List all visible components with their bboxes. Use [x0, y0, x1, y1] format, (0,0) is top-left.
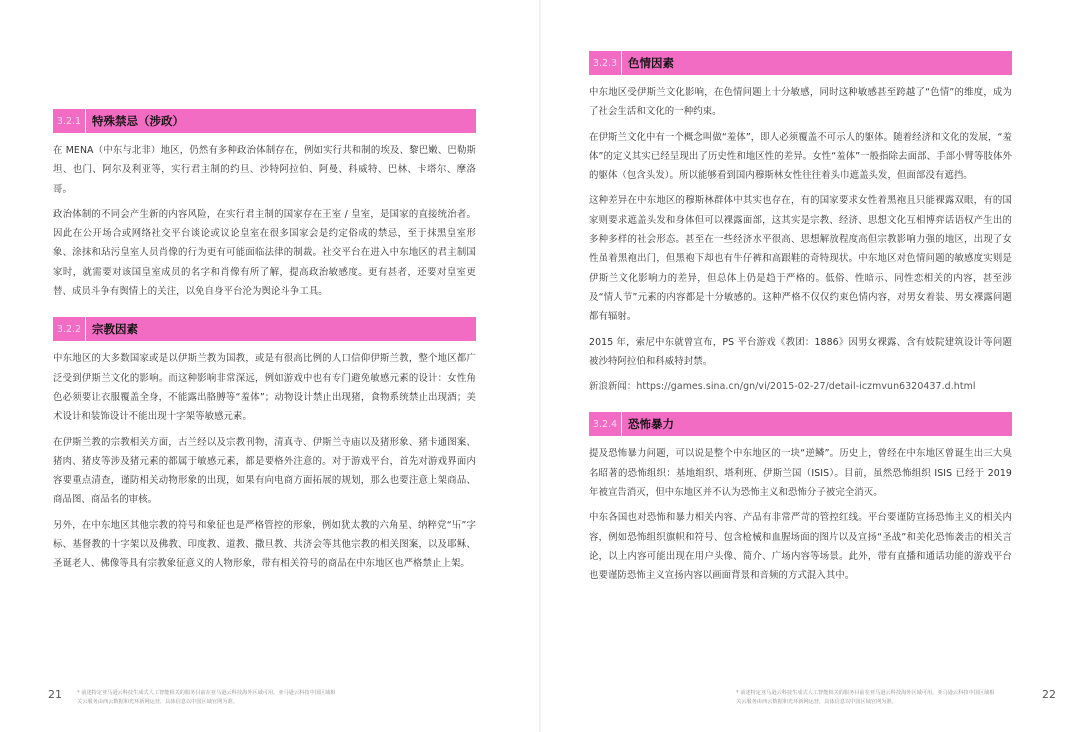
paragraph: 在伊斯兰文化中有一个概念叫做“羞体”，即人必须覆盖不可示人的躯体。随着经济和文化的发展，“羞体”的定义其实已经呈现出了历史性和地区性的差异。女性“羞体”一般指除去面部、手部小臂等肢体外的躯体（包含头发）。所以能够看到国内穆斯林女性往往着头巾遮盖头发，但面部没有遮挡。 — [589, 131, 1012, 182]
section-number: 3.2.2 — [53, 317, 85, 341]
paragraph: 在伊斯兰教的宗教相关方面，古兰经以及宗教刊物，清真寺、伊斯兰寺庙以及猪形象、猪卡通图案、猪肉、猪皮等涉及猪元素的都属于敏感元素，都是要格外注意的。对于游戏平台，首先对游戏界面内容要重点清查，谨防相关动物形象的出现，如果有向电商方面拓展的规划，那么也要注意上架商品、商品图、商品名的审核。 — [53, 436, 476, 506]
section-title: 宗教因素 — [85, 317, 476, 341]
paragraph: 这种差异在中东地区的穆斯林群体中其实也存在，有的国家要求女性着黑袍且只能裸露双眼，有的国家则要求遮盖头发和身体但可以裸露面部，这其实是宗教、经济、思想文化互相博弈话语权产生出的多种多样的社会形态。甚至在一些经济水平很高、思想解放程度高但宗教影响力强的地区，出现了女性虽着黑袍出门，但黑袍下却也有牛仔裤和高跟鞋的奇特现状。中东地区对色情问题的敏感度实则是伊斯兰文化影响力的差异，但总体上仍是趋于严格的。低俗、性暗示、同性恋相关的内容，甚至涉及“情人节”元素的内容都是十分敏感的。这种严格不仅仅约束色情内容，对男女着装、男女裸露问题都有辐射。 — [589, 195, 1012, 323]
section-heading-3-2-4 — [589, 412, 1012, 436]
section-heading-3-2-3 — [589, 51, 1012, 75]
section-title: 恐怖暴力 — [621, 412, 1012, 436]
left-column — [53, 109, 476, 580]
right-page — [541, 0, 1080, 732]
page-number: 22 — [1042, 688, 1056, 701]
paragraph: 中东地区受伊斯兰文化影响，在色情问题上十分敏感，同时这种敏感甚至跨越了“色情”的维度，成为了社会生活和文化的一种约束。 — [589, 87, 1012, 118]
section-number: 3.2.3 — [589, 51, 621, 75]
section-heading-3-2-2 — [53, 317, 476, 341]
section-title: 色情因素 — [621, 51, 1012, 75]
paragraph: 中东地区的大多数国家或是以伊斯兰教为国教，或是有很高比例的人口信仰伊斯兰教，整个地区都广泛受到伊斯兰文化的影响。而这种影响非常深远，例如游戏中也有专门避免敏感元素的设计：女性角色必须要让衣服覆盖全身，不能露出胳膊等“羞体”；动物设计禁止出现猪，食物系统禁止出现酒；美术设计和装饰设计不能出现十字架等敏感元素。 — [53, 353, 476, 423]
page-number: 21 — [48, 688, 62, 701]
source-link-line — [589, 377, 1012, 396]
section-title: 特殊禁忌（涉政） — [85, 109, 476, 133]
paragraph: 中东各国也对恐怖和暴力相关内容、产品有非常严苛的管控红线。平台要谨防宣扬恐怖主义的相关内容，例如恐怖组织旗帜和符号、包含枪械和血腥场面的图片以及宣扬“圣战”和美化恐怖袭击的相关言论，以上内容可能出现在用户头像、简介、广场内容等场景。此外，带有直播和通话功能的游戏平台也要谨防恐怖主义宣扬内容以画面背景和音频的方式混入其中。 — [589, 512, 1012, 582]
paragraph: 提及恐怖暴力问题，可以说是整个中东地区的一块“逆鳞”。历史上，曾经在中东地区曾诞生出三大臭名昭著的恐怖组织：基地组织、塔利班、伊斯兰国（ISIS）。目前，虽然恐怖组织 ISIS 已经于 2019 年被宣告消灭，但中东地区并不认为恐怖主义和恐怖分子被完全消灭。 — [589, 448, 1012, 499]
link-label: 新浪新闻： — [589, 381, 637, 393]
news-link[interactable]: https://games.sina.cn/gn/vi/2015-02-27/detail-iczmvun6320437.d.html — [636, 381, 976, 393]
paragraph: 政治体制的不同会产生新的内容风险，在实行君主制的国家存在王室 / 皇室，是国家的直接统治者。因此在公开场合或网络社交平台谈论或议论皇室在很多国家会是约定俗成的禁忌，至于抹黑皇室形象、涂抹和玷污皇室人员肖像的行为更有可能面临法律的制裁。社交平台在进入中东地区的君主制国家时，就需要对该国皇室成员的名字和肖像有所了解，提高政治敏感度。更有甚者，还要对皇室更替、成员斗争有舆情上的关注，以免自身平台沦为舆论斗争工具。 — [53, 208, 476, 298]
section-number: 3.2.1 — [53, 109, 85, 133]
footnote: * 前述特定亚马逊云科技生成式人工智能相关的服务目前在亚马逊云科技海外区域可用。亚马逊云科技中国区域相关云服务由西云数据和光环新网运营，具体信息以中国区域官网为准。 — [77, 690, 336, 705]
section-number: 3.2.4 — [589, 412, 621, 436]
paragraph: 2015 年，索尼中东就曾宣布，PS 平台游戏《教团：1886》因男女裸露、含有妓院建筑设计等问题被沙特阿拉伯和科威特封禁。 — [589, 336, 1012, 367]
footnote: * 前述特定亚马逊云科技生成式人工智能相关的服务目前在亚马逊云科技海外区域可用。亚马逊云科技中国区域相关云服务由西云数据和光环新网运营，具体信息以中国区域官网为准。 — [736, 690, 995, 705]
paragraph: 另外，在中东地区其他宗教的符号和象征也是严格管控的形象，例如犹太教的六角星、纳粹党“卐”字标、基督教的十字架以及佛教、印度教、道教、撒旦教、共济会等其他宗教的相关图案，以及耶稣、圣诞老人、佛像等具有宗教象征意义的人物形象，带有相关符号的商品在中东地区也严格禁止上架。 — [53, 519, 476, 570]
right-column — [589, 51, 1012, 592]
section-heading-3-2-1 — [53, 109, 476, 133]
paragraph: 在 MENA（中东与北非）地区，仍然有多种政治体制存在，例如实行共和制的埃及、黎巴嫩、巴勒斯坦、也门、阿尔及利亚等，实行君主制的约旦、沙特阿拉伯、阿曼、科威特、巴林、卡塔尔、摩洛哥。 — [53, 145, 476, 195]
